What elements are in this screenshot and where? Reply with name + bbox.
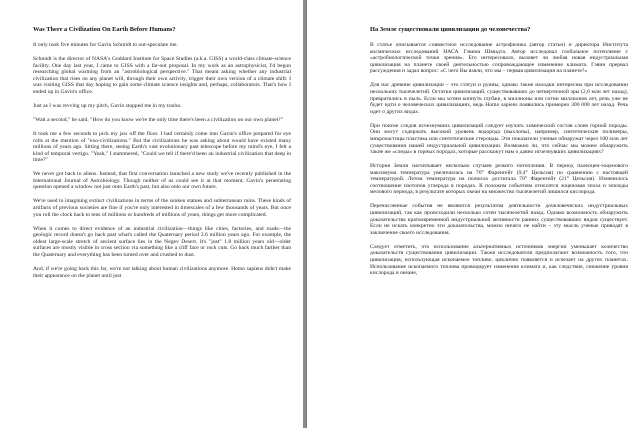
- page-title-right: На Земле существовали цивилизации до человечества?: [370, 26, 531, 33]
- paragraph: We're used to imagining extinct civilizations in terms of the sunken statues and subterranean ruins. These kinds of artifacts of previous societies are fine if you're only interested in timescales of a few thousands of years. But once you roll the clock back to tens of millions or hundreds of millions of years, things get more complicated.: [33, 198, 291, 218]
- page-title-left: Was There a Civilization On Earth Before Humans?: [33, 26, 176, 33]
- paragraph: Just as I was revving up my pitch, Gavin stopped me in my tracks.: [33, 102, 182, 109]
- document-page-right: [307, 0, 640, 428]
- paragraph: We never got back to aliens. Instead, that first conversation launched a new study we've recently published in the International Journal of Astrobiology. Though neither of us could see it at that moment, Gavin's penetrating question opened a window not just onto Earth's past, but also onto our own future.: [33, 171, 291, 191]
- document-page-left: [0, 0, 303, 428]
- paragraph: История Земли насчитывает несколько случаев резкого потепления. В период палеоцен-эоценового максимума температура увеличилась на 70° Фаренгейт (9,4° Цельсия) по сравнению с настоящей температурой. Летом температура на полюсах достигала 70° Фаренгейт (21° Цельсия). Изменилось соотношение изотопов углерода в породах. К похожим событиям относятся эоценовая эпоха и эпизоды мелового периода, в результате которых океан на множество тысячелетий лишился кислорода.: [370, 163, 628, 196]
- paragraph: It took me a few seconds to pick my jaw off the floor. I had certainly come into Gavin's office prepared for eye rolls at the mention of "exo-civilizations." But the civilizations he was asking about would have existed many millions of years ago. Sitting there, seeing Earth's vast evolutionary past telescope before my mind's eye, I felt a kind of temporal vertigo. "Yeah," I stammered, "Could we tell if there'd been an industrial civilization that deep in time?": [33, 130, 291, 164]
- paragraph: Для нас древние цивилизации – это статуи и руины, однако такие находки интересны при исследовании нескольких тысячелетий. Остатки цивилизаций, существовавших до четвертичной эры (2,6 млн лет назад), превратились в пыль. Если мы хотим копнуть глубже, в миллионы или сотни миллионов лет, речь уже не будет идти о человеческих цивилизациях, ведь Homo sapiens появились примерно 300 000 лет назад. Речь идет о других видах.: [370, 82, 628, 115]
- paragraph: Перечисленные события не являются результатом деятельности дочеловеческих индустриальных цивилизаций, так как происходили несколько сотен тысячелетий назад. Однако возможность обнаружить доказательства кратковременной индустриальной активности ранних существовавших видов существует. Если не искать конкретно эти доказательства, можно ничего не найти – эту мысль ученые приводят в заключение своего исследования.: [370, 203, 628, 236]
- paragraph: When it comes to direct evidence of an industrial civilization—things like cities, factories, and roads—the geologic record doesn't go back past what's called the Quaternary period 2.6 million years ago. For example, the oldest large-scale stretch of ancient surface lies in the Negev Desert. It's "just" 1.8 million years old—older surfaces are mostly visible in cross section via something like a cliff face or rock cuts. Go back much farther than the Quaternary and everything has been turned over and crushed to dust.: [33, 225, 291, 258]
- paragraph: It only took five minutes for Gavin Schmidt to out-speculate me.: [33, 42, 178, 48]
- paragraph: And, if we're going back this far, we're not talking about human civilizations anymore. Homo sapiens didn't make their appearance on the planet until just: [33, 265, 291, 279]
- paragraph: В статье описывается совместное исследование астрофизика (автор статьи) и директора Института космических исследований НАСА Гэвина Шмидта. Автор исследовал глобальное потепление с «астробиологической точки зрения». Его интересовало, вызовет ли любая новая индустриальная цивилизация на планете своей деятельностью сопровождающее изменение климата. Гэвин прервал рассуждения и задал вопрос: «С чего Вы взяли, что мы – первая цивилизация на планете?»: [370, 42, 628, 75]
- paragraph: Schmidt is the director of NASA's Goddard Institute for Space Studies (a.k.a. GISS) a world-class climate-science facility. One day last year, I came to GISS with a far-out proposal. In my work as an astrophysicist, I'd begun researching global warming from an "astrobiological perspective." That meant asking whether any industrial civilization that rises on any planet will, through their own activity, trigger their own version of a climate shift. I was visiting GISS that day hoping to gain some climate science insights and, perhaps, collaborators. That's how I ended up in Gavin's office.: [33, 55, 291, 95]
- paragraph: "Wait a second," he said. "How do you know we're the only time there's been a civilization on our own planet?": [33, 116, 283, 123]
- paragraph: При поиске следов исчезнувших цивилизаций следует изучать химический состав слоев горной породы. Они могут содержать высокий уровень водорода (выхлопы), например, синтетические полимеры, микрочастицы пластика или синтетические стероиды. Эти показатели ученые обнаружат через 100 млн лет существования нашей индустриальной цивилизации. Возможно ли, что сейчас мы можем обнаружить такие же «следы» в горных породах, которые расскажут нам о давно исчезнувших цивилизациях?: [370, 122, 628, 156]
- paragraph: Следует отметить, что использование альтернативных источников энергии уменьшает количество доказательств существования цивилизации. Также исследователи предполагают возможность того, что цивилизация, использующая ископаемое топливо, циклично появляется и исчезает на других планетах. Использование ископаемого топлива провоцирует изменение климата и, как следствие, снижение уровня кислорода в океане,: [370, 243, 628, 277]
